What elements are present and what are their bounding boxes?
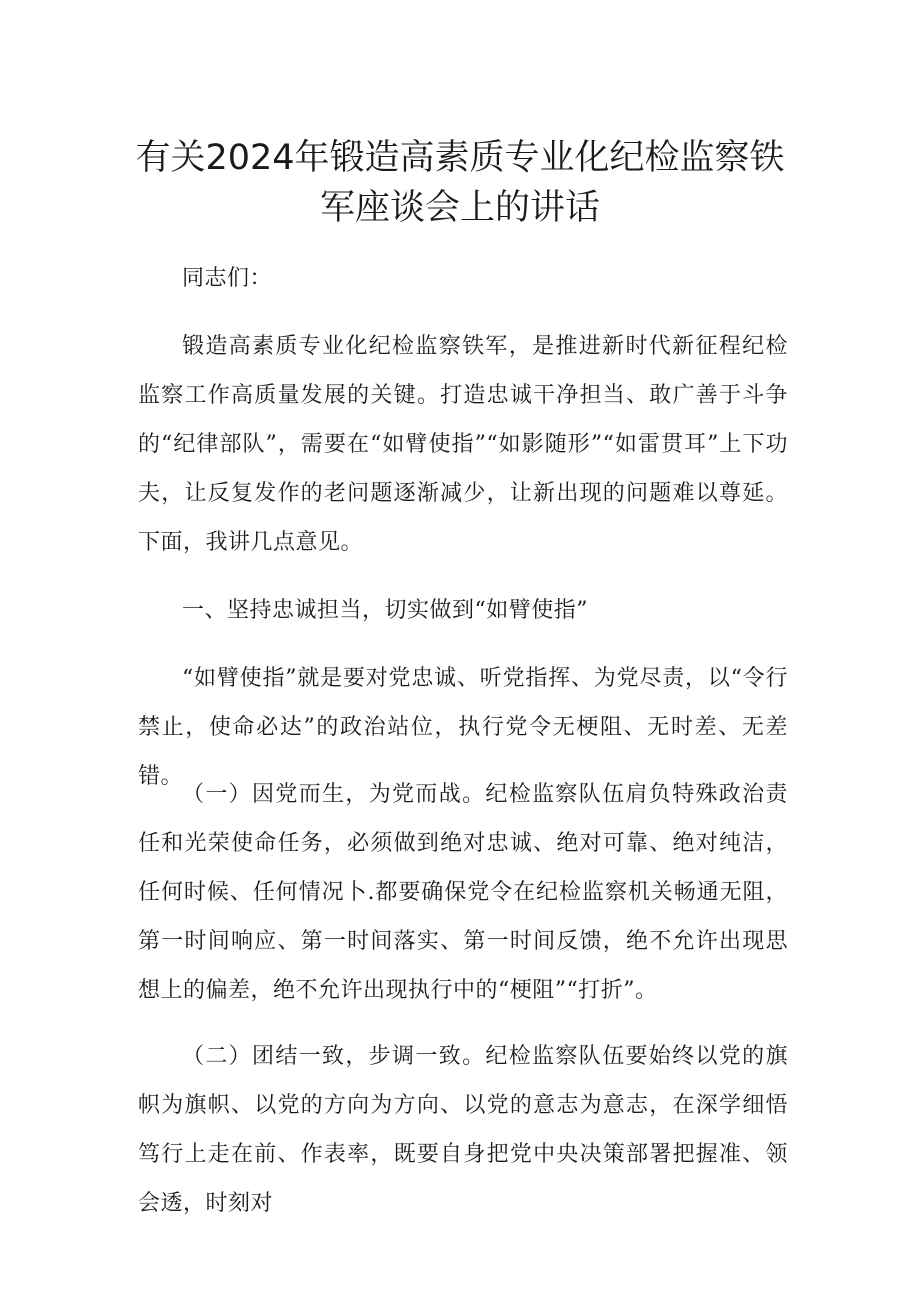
section-heading-1: 一、坚持忠诚担当，切实做到“如臂使指” [182, 598, 588, 623]
paragraph-item-2: （二）团结一致，步调一致。纪检监察队伍要始终以党的旗帜为旗帜、以党的方向为方向、以党的意志为意志，在深学细悟笃行上走在前、作表率，既要自身把党中央决策部署把握准、领会透，时刻对 [138, 1044, 788, 1216]
greeting: 同志们： [182, 266, 273, 291]
paragraph-item-1: （一）因党而生，为党而战。纪检监察队伍肩负特殊政治责任和光荣使命任务，必须做到绝对忠诚、绝对可靠、绝对纯洁，任何时候、任何情况卜.都要确保党令在纪检监察机关畅通无阻，第一时间响应、第一时间落实、第一时间反馈，绝不允许出现思想上的偏差，绝不允许出现执行中的“梗阻”“打折”。 [138, 782, 788, 1003]
paragraph-section-1-intro: “如臂使指”就是要对党忠诚、听党指挥、为党尽责，以“令行禁止，使命必达”的政治站位，执行党令无梗阻、无时差、无差错。 [138, 666, 788, 789]
document-title-line-2: 军座谈会上的讲话 [319, 188, 600, 228]
paragraph-intro: 锻造高素质专业化纪检监察铁军，是推进新时代新征程纪检监察工作高质量发展的关键。打造忠诚干净担当、敢广善于斗争的“纪律部队”，需要在“如臂使指”“如影随形”“如雷贯耳”上下功夫，让反复发作的老问题逐渐减少，让新出现的问题难以尊延。下面，我讲几点意见。 [138, 334, 788, 555]
document-title-line-1: 有关2024年锻造高素质专业化纪检监察铁 [135, 138, 785, 178]
